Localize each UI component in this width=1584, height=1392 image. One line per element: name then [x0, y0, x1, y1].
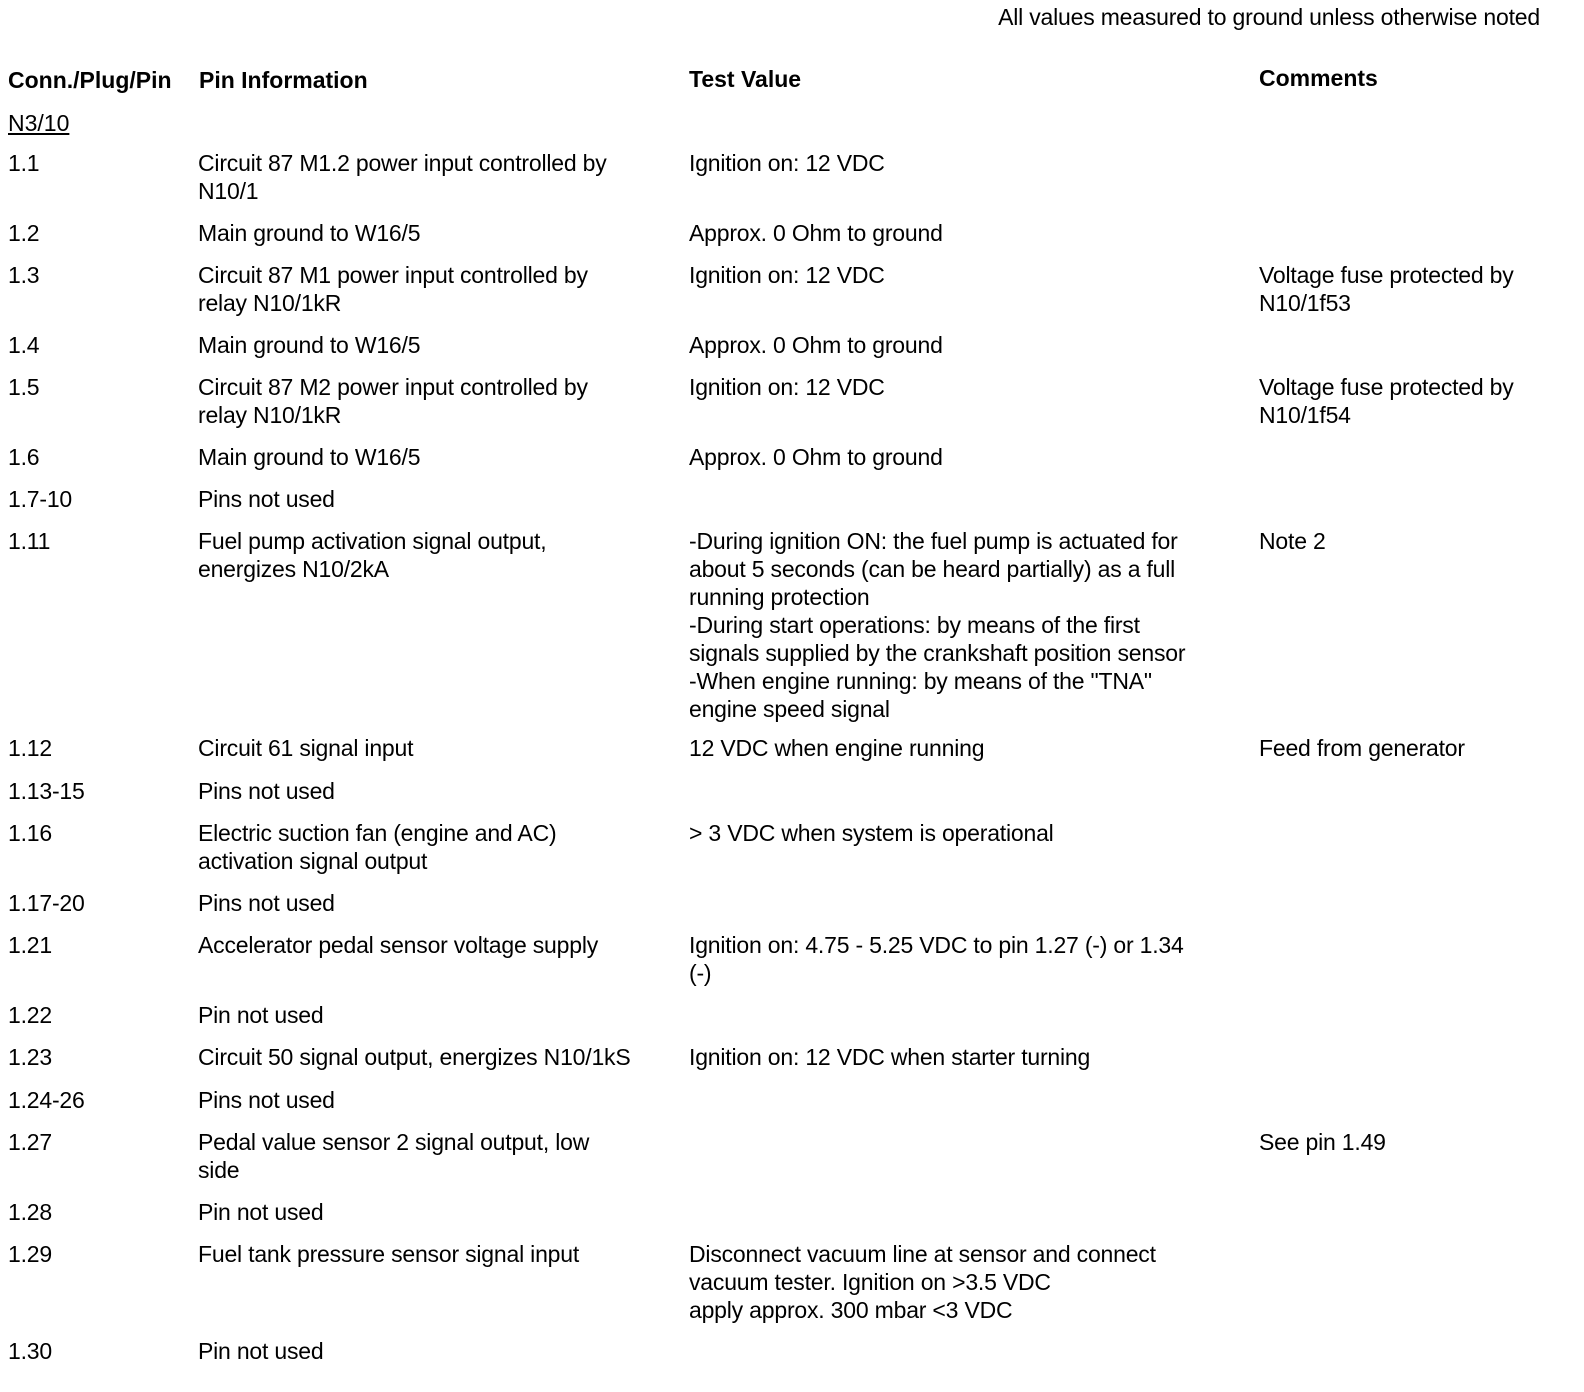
pin-number: 1.6 [8, 444, 40, 470]
pin-information: Pin not used [198, 1338, 324, 1364]
pin-information: Pins not used [198, 890, 335, 916]
comment: Note 2 [1259, 528, 1326, 554]
pin-information: Circuit 50 signal output, energizes N10/1kS [198, 1044, 631, 1070]
pin-number: 1.21 [8, 932, 52, 958]
pin-information: Fuel pump activation signal output, energizes N10/2kA [198, 528, 547, 582]
pin-number: 1.29 [8, 1241, 52, 1267]
test-value: Ignition on: 12 VDC when starter turning [689, 1044, 1091, 1070]
test-value: Ignition on: 12 VDC [689, 262, 885, 288]
comment: See pin 1.49 [1259, 1129, 1386, 1155]
pin-number: 1.2 [8, 220, 40, 246]
test-value: Approx. 0 Ohm to ground [689, 444, 943, 470]
test-value: Ignition on: 12 VDC [689, 150, 885, 176]
pin-number: 1.4 [8, 332, 40, 358]
pin-information: Circuit 61 signal input [198, 735, 414, 761]
pin-number: 1.5 [8, 374, 40, 400]
pin-information: Pin not used [198, 1199, 324, 1225]
column-header-info: Pin Information [199, 67, 368, 93]
connector-label: N3/10 [8, 110, 70, 136]
pin-number: 1.17-20 [8, 890, 85, 916]
test-value: -During ignition ON: the fuel pump is actuated for about 5 seconds (can be heard partially) as a full running protection -During start operations: by means of the first signals supplied by the crankshaft position sensor -When engine running: by means of the "TNA" engine speed signal [689, 528, 1186, 722]
pin-information: Pedal value sensor 2 signal output, low side [198, 1129, 590, 1183]
comment: Voltage fuse protected by N10/1f54 [1259, 374, 1514, 428]
pin-information: Main ground to W16/5 [198, 444, 421, 470]
pin-information: Pins not used [198, 1087, 335, 1113]
pin-number: 1.27 [8, 1129, 52, 1155]
pin-number: 1.12 [8, 735, 52, 761]
pin-information: Circuit 87 M1.2 power input controlled by N10/1 [198, 150, 607, 204]
pin-number: 1.7-10 [8, 486, 73, 512]
column-header-comments: Comments [1259, 65, 1378, 91]
pin-information: Pin not used [198, 1002, 324, 1028]
test-value: > 3 VDC when system is operational [689, 820, 1054, 846]
test-value: Ignition on: 4.75 - 5.25 VDC to pin 1.27 (-) or 1.34 (-) [689, 932, 1184, 986]
pin-information: Pins not used [198, 778, 335, 804]
pin-number: 1.11 [8, 528, 51, 554]
pin-number: 1.22 [8, 1002, 52, 1028]
test-value: 12 VDC when engine running [689, 735, 985, 761]
pin-information: Accelerator pedal sensor voltage supply [198, 932, 599, 958]
test-value: Approx. 0 Ohm to ground [689, 332, 943, 358]
column-header-test: Test Value [689, 66, 802, 92]
header-note: All values measured to ground unless otherwise noted [998, 4, 1540, 30]
pin-number: 1.23 [8, 1044, 52, 1070]
comment: Voltage fuse protected by N10/1f53 [1259, 262, 1514, 316]
pin-information: Main ground to W16/5 [198, 332, 421, 358]
pin-number: 1.28 [8, 1199, 52, 1225]
pin-number: 1.16 [8, 820, 52, 846]
pin-information: Main ground to W16/5 [198, 220, 421, 246]
pin-number: 1.30 [8, 1338, 52, 1364]
test-value: Disconnect vacuum line at sensor and connect vacuum tester. Ignition on >3.5 VDC apply approx. 300 mbar <3 VDC [689, 1241, 1156, 1323]
pin-information: Circuit 87 M2 power input controlled by relay N10/1kR [198, 374, 588, 428]
pin-number: 1.1 [8, 150, 40, 176]
comment: Feed from generator [1259, 735, 1465, 761]
pin-information: Electric suction fan (engine and AC) activation signal output [198, 820, 557, 874]
pin-information: Pins not used [198, 486, 335, 512]
test-value: Ignition on: 12 VDC [689, 374, 885, 400]
pin-number: 1.13-15 [8, 778, 85, 804]
test-value: Approx. 0 Ohm to ground [689, 220, 943, 246]
column-header-pin: Conn./Plug/Pin [8, 67, 172, 93]
pin-information: Fuel tank pressure sensor signal input [198, 1241, 580, 1267]
pin-information: Circuit 87 M1 power input controlled by relay N10/1kR [198, 262, 588, 316]
pin-number: 1.24-26 [8, 1087, 85, 1113]
pin-number: 1.3 [8, 262, 40, 288]
